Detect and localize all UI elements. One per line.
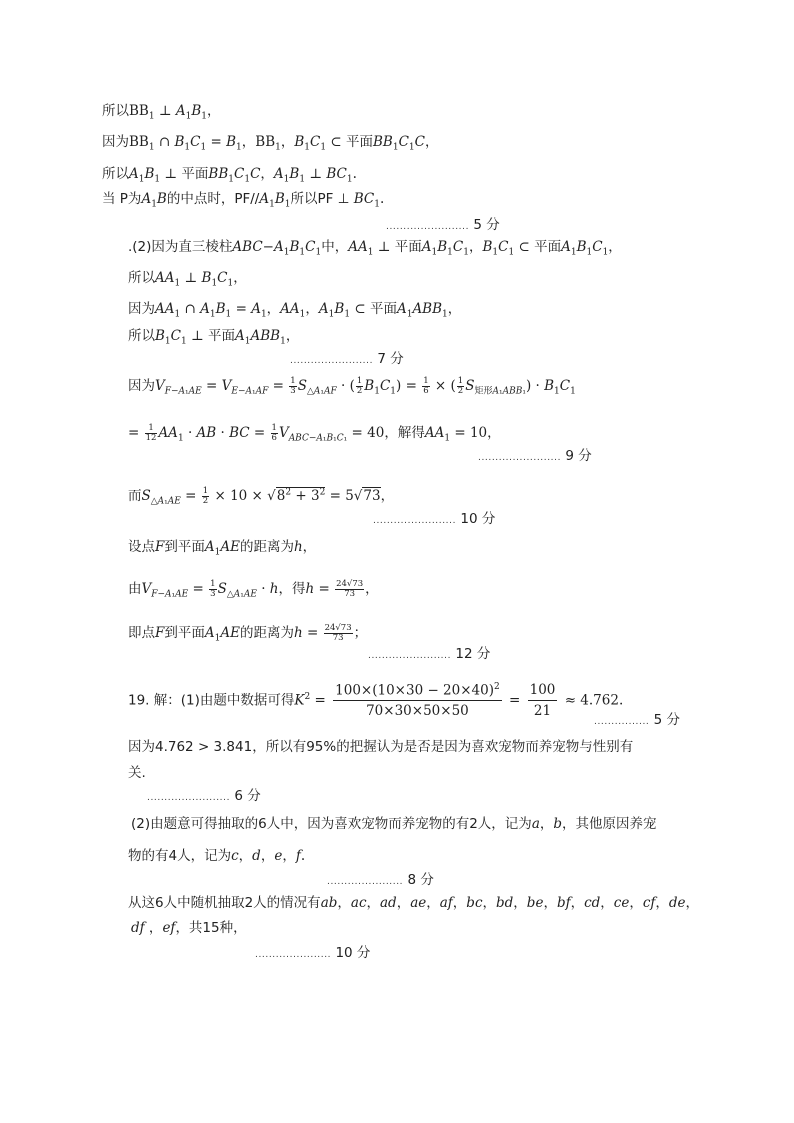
line-19: 物的有4人，记为c，d，e，f. — [128, 848, 306, 864]
line-11: 而$S_{\triangle A_1AE}$ = $\frac{1}{2}$ × $10 \times √8^2 + 3^2 = 5√73$， — [128, 486, 395, 507]
text: 由 — [128, 580, 142, 597]
question-number: 19. — [128, 692, 150, 709]
text: 平面 — [346, 134, 373, 150]
score-text: 5 分 — [653, 712, 681, 728]
text: 平面 — [181, 166, 209, 182]
text: 所以 — [102, 103, 129, 119]
text: 因为 — [102, 134, 129, 150]
line-2: 因为$BB_1$ ∩ $B_1C_1 = B_1$，$BB_1$，$B_1C_1$ ⊂ 平面$BB_1C_1C$， — [102, 134, 439, 153]
line-13: 由$V_{F-A_1AE}$ = $\frac{1}{3}$ $S_{\triangle A_1AE} \cdot h$，得h = $\frac{24√73}{73}$ ， — [128, 579, 379, 600]
text: .(2)因为直三棱柱 — [128, 239, 233, 255]
score-text: 10 分 — [460, 511, 496, 527]
text: 设点 — [128, 539, 155, 555]
text: 平面 — [369, 301, 397, 317]
score-text: 8 分 — [407, 872, 434, 888]
score-text: 9 分 — [565, 448, 592, 464]
line-20: 从这6人中随机抽取2人的情况有ab，ac，ad，ae，af，bc，bd，be，bf，cd，ce，cf，de， — [128, 895, 700, 911]
text: 所以 — [128, 270, 155, 286]
text: ，其他原因养宠 — [562, 816, 657, 832]
text: (2)由题意可得抽取的6人中，因为喜欢宠物而养宠物的有2人，记为 — [131, 816, 532, 832]
line-7: 因为$AA_1$ ∩ $A_1B_1 = A_1$，$AA_1$，$A_1B_1$ ⊂ 平面$A_1ABB_1$， — [128, 301, 462, 320]
text: 所以PF ⊥ — [290, 191, 354, 207]
line-16: 因为4.762 > 3.841，所以有95%的把握认为是否是因为喜欢宠物而养宠物与性别有 — [128, 739, 634, 755]
text: 平面 — [394, 239, 422, 255]
score-text: 7 分 — [377, 351, 404, 367]
text: 中， — [321, 239, 349, 255]
text: 的距离为 — [239, 539, 294, 555]
line-5: .(2)因为直三棱柱$ABC-A_1B_1C_1$中，$AA_1$ ⊥ 平面$A_1B_1C_1$，$B_1C_1$ ⊂ 平面$A_1B_1C_1$， — [128, 239, 622, 258]
line-9: 因为$V_{F-A_1AE} = V_{E-A_1AF}$ = $\frac{1}{3}$ $S_{\triangle A_1AF}$ · ( $\frac{1}{2}$ $B_1C_1$) = $\frac{1}{6}$ × ( $\frac{1}{2}$ $S_{矩形A_1ABB_1}) \cdot B_1C_1$ — [128, 376, 576, 397]
line-12: 设点F到平面$A_1AE$的距离为h， — [128, 539, 317, 558]
line-1: 所以$BB_1$ ⊥ $A_1B_1$， — [102, 103, 221, 122]
score-mark-3 — [478, 444, 592, 464]
line-3: 所以$A_1B_1$ ⊥ 平面$BB_1C_1C$，$A_1B_1$ ⊥ $BC_1$. — [102, 166, 357, 185]
score-mark-2 — [290, 347, 404, 367]
dot-leader: ........................ — [373, 516, 457, 526]
text: 当 P为 — [102, 191, 142, 207]
line-10: = $\frac{1}{12}$ $AA_1$ · AB · BC = $\frac{1}{6}$ $V_{ABC-A_1B_1C_1} = 40$，解得$AA_1 = 10$， — [128, 423, 501, 444]
text: 物的有4人，记为 — [128, 848, 232, 864]
text: 所以 — [128, 328, 155, 344]
dot-leader: ........................ — [386, 222, 470, 232]
line-15: 19. 解：(1)由题中数据可得$K^2$ = $\frac{100\times(10\times 30 - 20\times 40)^2}{70\times 30\times 50\times 50}$ = $\frac{100}{21}$ ≈ 4.762. — [128, 682, 624, 720]
score-mark-5 — [368, 642, 490, 662]
text: 从这6人中随机抽取2人的情况有 — [128, 895, 321, 911]
line-4: 当 P为$A_1B$的中点时，$PF//A_1B_1$所以PF ⊥ $BC_1$. — [102, 191, 385, 210]
text: 因为 — [128, 377, 155, 394]
dot-leader: ........................ — [478, 453, 562, 463]
dot-leader: ........................ — [368, 651, 452, 661]
score-text: 5 分 — [473, 217, 500, 233]
score-text: 6 分 — [234, 788, 261, 804]
text: ，解得 — [384, 424, 425, 441]
dot-leader: ...................... — [255, 950, 332, 960]
line-17: 关. — [128, 765, 146, 781]
score-text: 10 分 — [335, 945, 371, 961]
line-14: 即点F到平面$A_1AE$的距离为h = $\frac{24√73}{73}$ ； — [128, 623, 368, 644]
score-text: 12 分 — [455, 646, 491, 662]
dot-leader: ........................ — [290, 356, 374, 366]
dot-leader: ................ — [594, 717, 650, 727]
text: 即点 — [128, 624, 155, 641]
score-mark-6 — [594, 708, 680, 728]
line-6: 所以$AA_1$ ⊥ $B_1C_1$， — [128, 270, 247, 289]
text: 因为 — [128, 301, 155, 317]
score-mark-7 — [147, 784, 261, 804]
text: ，共15种， — [175, 920, 247, 936]
score-mark-8 — [327, 868, 434, 888]
text: 到平面 — [164, 624, 205, 641]
text: 的中点时，PF// — [166, 191, 260, 207]
line-8: 所以$B_1C_1$ ⊥ 平面$A_1ABB_1$， — [128, 328, 300, 347]
text: 解：(1)由题中数据可得 — [153, 692, 295, 709]
score-mark-1 — [386, 213, 500, 233]
line-18: (2)由题意可得抽取的6人中，因为喜欢宠物而养宠物的有2人，记为a，b，其他原因养宠 — [131, 816, 657, 832]
dot-leader: ........................ — [147, 793, 231, 803]
line-21: df ，ef，共15种， — [131, 920, 247, 936]
text: 到平面 — [164, 539, 205, 555]
text: ，得 — [278, 580, 306, 597]
score-mark-4 — [373, 507, 495, 527]
text: 所以 — [102, 166, 129, 182]
text: 平面 — [534, 239, 562, 255]
text: 的距离为 — [239, 624, 294, 641]
dot-leader: ...................... — [327, 877, 404, 887]
text: 平面 — [208, 328, 236, 344]
text: 矩形 — [474, 386, 493, 397]
text: 而 — [128, 487, 142, 504]
score-mark-9 — [255, 941, 370, 961]
